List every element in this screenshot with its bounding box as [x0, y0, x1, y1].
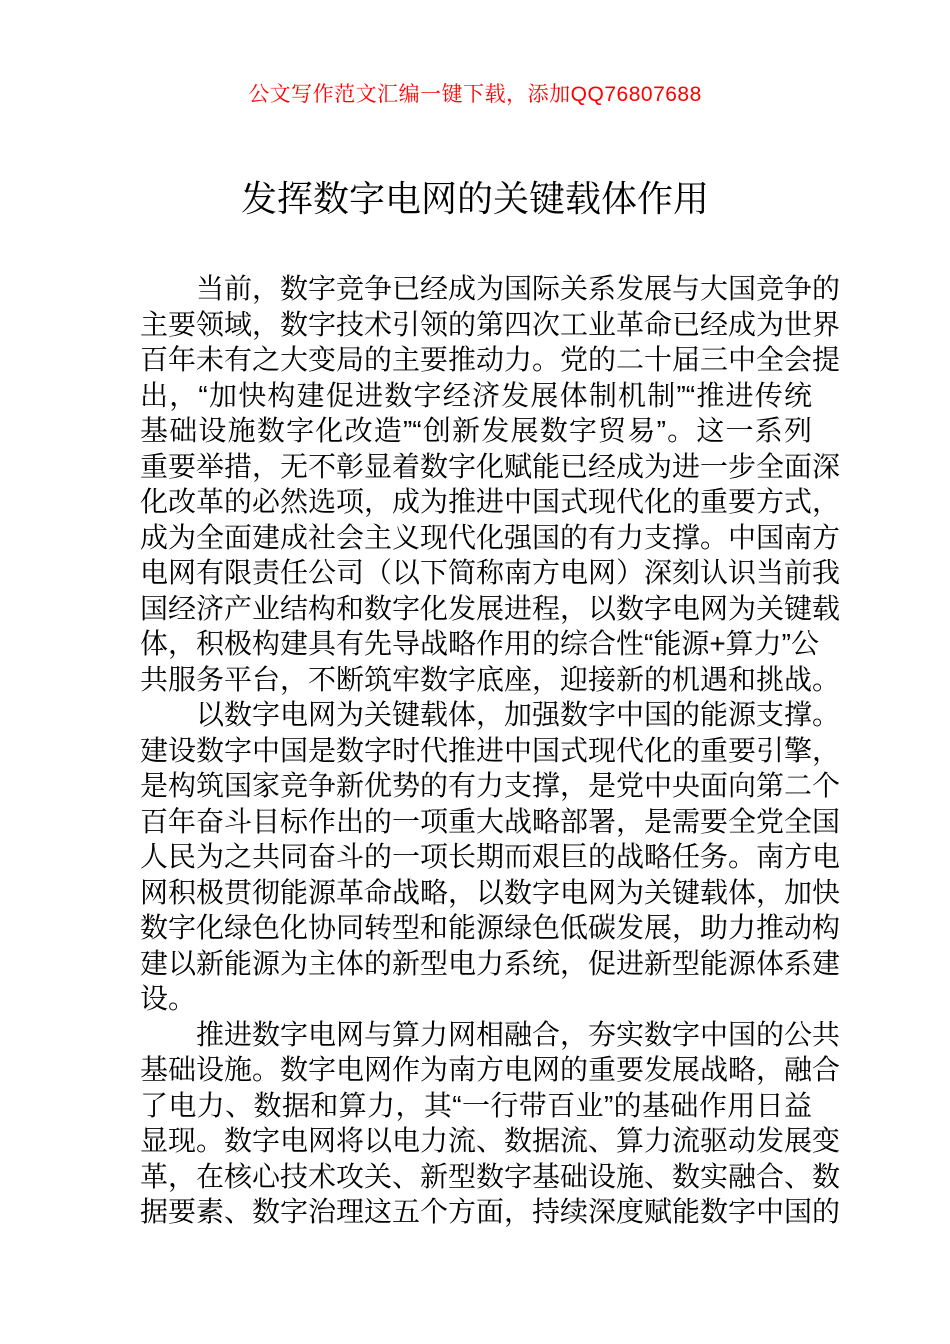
body-line: 推进数字电网与算力网相融合，夯实数字中国的公共	[196, 1018, 841, 1050]
body-line: 建设数字中国是数字时代推进中国式现代化的重要引擎，	[140, 734, 841, 766]
body-line: 成为全面建成社会主义现代化强国的有力支撑。中国南方	[140, 521, 841, 553]
body-line: 共服务平台，不断筑牢数字底座，迎接新的机遇和挑战。	[140, 663, 841, 695]
body-line: 出，“加快构建促进数字经济发展体制机制”“推进传统	[140, 379, 812, 411]
body-line: 主要领域，数字技术引领的第四次工业革命已经成为世界	[140, 308, 841, 340]
body-line: 以数字电网为关键载体，加强数字中国的能源支撑。	[196, 699, 841, 730]
body-line: 百年奋斗目标作出的一项重大战略部署，是需要全党全国	[140, 805, 841, 837]
body-line: 数字化绿色化协同转型和能源绿色低碳发展，助力推动构	[140, 912, 841, 943]
body-line: 了电力、数据和算力，其“一行带百业”的基础作用日益	[140, 1089, 812, 1121]
body-line: 显现。数字电网将以电力流、数据流、算力流驱动发展变	[140, 1125, 841, 1156]
body-line: 国经济产业结构和数字化发展进程，以数字电网为关键载	[140, 592, 841, 624]
body-line: 化改革的必然选项，成为推进中国式现代化的重要方式，	[140, 486, 841, 517]
body-line: 据要素、数字治理这五个方面，持续深度赋能数字中国的	[140, 1196, 841, 1227]
body-line: 革，在核心技术攻关、新型数字基础设施、数实融合、数	[140, 1160, 841, 1192]
body-line: 当前，数字竞争已经成为国际关系发展与大国竞争的	[196, 273, 841, 304]
promo-notice: 公文写作范文汇编一键下载，添加QQ76807688	[248, 83, 702, 106]
body-line: 是构筑国家竞争新优势的有力支撑，是党中央面向第二个	[140, 770, 841, 801]
body-line: 人民为之共同奋斗的一项长期而艰巨的战略任务。南方电	[140, 841, 841, 872]
body-line: 建以新能源为主体的新型电力系统，促进新型能源体系建	[140, 947, 841, 979]
document-title: 发挥数字电网的关键载体作用	[240, 178, 709, 219]
body-line: 网积极贯彻能源革命战略，以数字电网为关键载体，加快	[140, 876, 841, 908]
body-line: 基础设施数字化改造”“创新发展数字贸易”。这一系列	[140, 415, 812, 446]
body-line: 基础设施。数字电网作为南方电网的重要发展战略，融合	[140, 1054, 841, 1085]
body-line: 设。	[140, 983, 197, 1014]
document-body	[140, 271, 841, 1230]
body-line: 电网有限责任公司（以下简称南方电网）深刻认识当前我	[140, 557, 841, 588]
body-line: 重要举措，无不彰显着数字化赋能已经成为进一步全面深	[140, 450, 841, 482]
body-line: 体，积极构建具有先导战略作用的综合性“能源+算力”公	[140, 628, 820, 659]
body-line: 百年未有之大变局的主要推动力。党的二十届三中全会提	[140, 344, 841, 375]
